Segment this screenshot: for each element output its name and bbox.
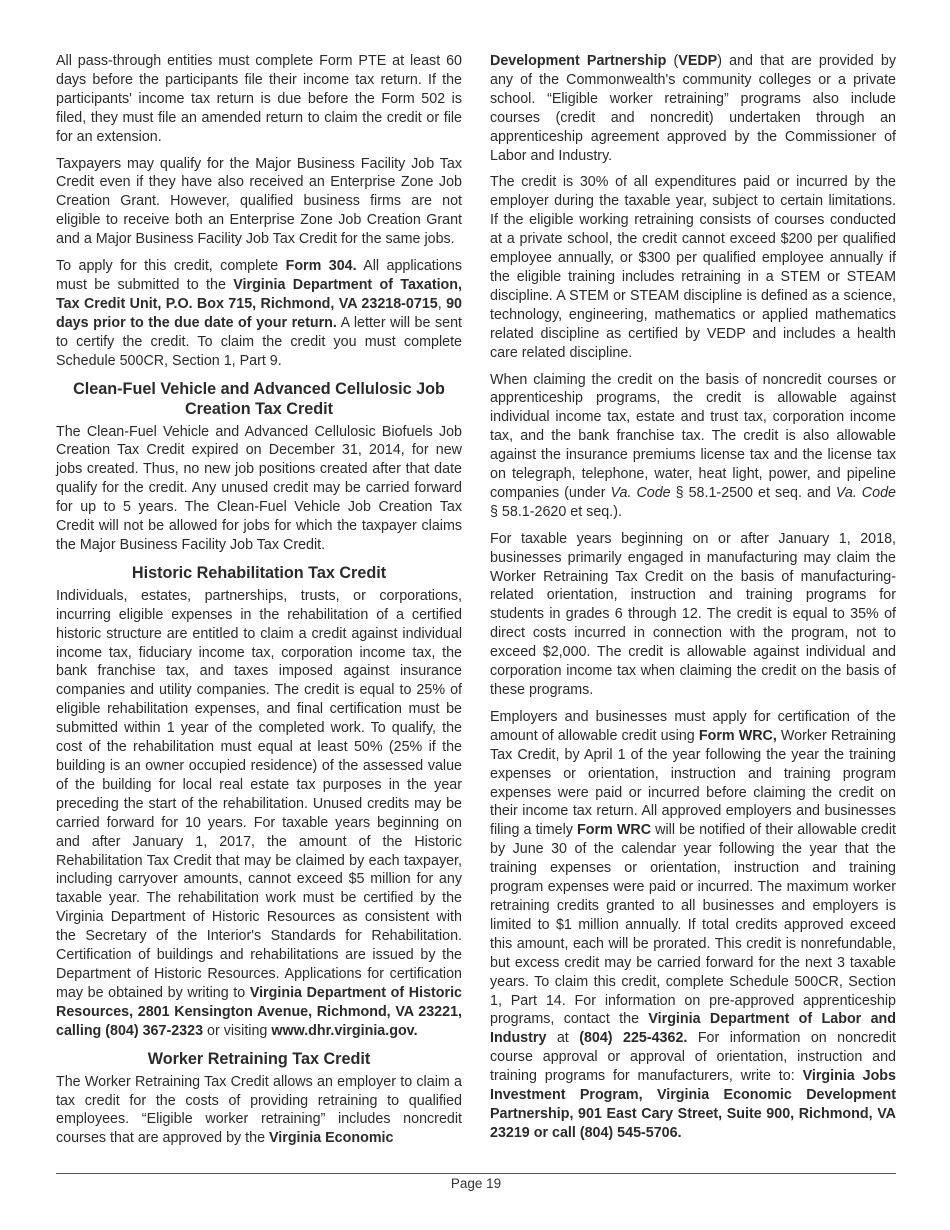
footer-rule: [56, 1173, 896, 1174]
worker-retraining-paragraph: The Worker Retraining Tax Credit allows an employer to claim a tax credit for the costs of providing retraining to qualified employees. “Eligible worker retraining” includes noncredit courses that are approved by the Virginia Economic: [56, 1073, 462, 1147]
noncredit-courses-paragraph: When claiming the credit on the basis of noncredit courses or apprenticeship programs, the credit is allowable against individual income tax, estate and trust tax, corporation income tax, and the bank franchise tax. The credit is also allowable against the insurance premiums license tax and the license tax on telegraph, telephone, water, heat light, power, and pipeline companies (under Va. Code § 58.1-2500 et seq. and Va. Code § 58.1-2620 et seq.).: [490, 371, 896, 520]
enterprise-zone-paragraph: Taxpayers may qualify for the Major Business Facility Job Tax Credit even if they have also received an Enterprise Zone Job Creation Grant. However, qualified business firms are not eligible to receive both an Enterprise Zone Job Creation Grant and a Major Business Facility Job Tax Credit for the same jobs.: [56, 155, 462, 248]
manufacturing-paragraph: For taxable years beginning on or after January 1, 2018, businesses primarily engaged in manufacturing may claim the Worker Retraining Tax Credit on the basis of manufacturing-related orientation, instruction and training programs for students in grades 6 through 12. The credit is equal to 35% of direct costs incurred in connection with the program, not to exceed $2,000. The credit is allowable against individual and corporation income tax when claiming the credit on the basis of these programs.: [490, 530, 896, 698]
clean-fuel-paragraph: The Clean-Fuel Vehicle and Advanced Cellulosic Biofuels Job Creation Tax Credit expired on December 31, 2014, for new jobs created. Thus, no new job positions created after that date qualify for the credit. Any unused credit may be carried forward for up to 5 years. The Clean-Fuel Vehicle Job Creation Tax Credit will not be allowed for jobs for which the taxpayer claims the Major Business Facility Job Tax Credit.: [56, 423, 462, 553]
historic-paragraph: Individuals, estates, partnerships, trusts, or corporations, incurring eligible expenses in the rehabilitation of a certified historic structure are entitled to claim a credit against individual income tax, fiduciary income tax, corporation income tax, the bank franchise tax, and taxes imposed against insurance companies and utility companies. The credit is equal to 25% of eligible rehabilitation expenses, and final certification must be submitted within 1 year of the completed work. To qualify, the cost of the rehabilitation must equal at least 50% (25% if the building is an owner occupied residence) of the assessed value of the building for local real estate tax purposes in the year preceding the start of the rehabilitation. Unused credits may be carried forward for 10 years. For taxable years beginning on and after January 1, 2017, the amount of the Historic Rehabilitation Tax Credit that may be claimed by each taxpayer, including carryover amounts, cannot exceed $5 million for any taxable year. The rehabilitation work must be certified by the Virginia Department of Historic Resources as consistent with the Secretary of the Interior's Standards for Rehabilitation. Certification of buildings and rehabilitations are issued by the Department of Historic Resources. Applications for certification may be obtained by writing to Virginia Department of Historic Resources, 2801 Kensington Avenue, Richmond, VA 23221, calling (804) 367-2323 or visiting www.dhr.virginia.gov.: [56, 587, 463, 1039]
pte-paragraph: All pass-through entities must complete Form PTE at least 60 days before the participants file their income tax return. If the participants' income tax return is due before the Form 502 is filed, they must file an amended return to claim the credit or file for an extension.: [56, 53, 462, 145]
page-number: Page 19: [450, 1176, 502, 1191]
credit-rate-paragraph: The credit is 30% of all expenditures paid or incurred by the employer during the taxable year, subject to certain limitations. If the eligible working retraining consists of courses conducted at a private school, the credit cannot exceed $200 per qualified employee annually, or $300 per qualified employee annually if the eligible training includes retraining in a STEM or STEAM discipline. A STEM or STEAM discipline is defined as a science, technology, engineering, mathematics or applied mathematics related discipline as certified by VEDP and includes a health care related discipline.: [490, 174, 896, 361]
certification-paragraph: Employers and businesses must apply for certification of the amount of allowable credit using Form WRC, Worker Retraining Tax Credit, by April 1 of the year following the year the training expenses or orientation, instruction and training program expenses were paid or incurred before claiming the credit on their income tax return. All approved employers and businesses filing a timely Form WRC will be notified of their allowable credit by June 30 of the calendar year following the year that the training expenses or orientation, instruction and training program expenses were paid or incurred. The maximum worker retraining credits granted to all businesses and employers is limited to $1 million annually. If total credits approved exceed this amount, each will be prorated. This credit is nonrefundable, but excess credit may be carried forward for the next 3 taxable years. To claim this credit, complete Schedule 500CR, Section 1, Part 14. For information on pre-approved apprenticeship programs, contact the Virginia Department of Labor and Industry at (804) 225-4362. For information on noncredit course approval or approval of orientation, instruction and training programs for manufacturers, write to: Virginia Jobs Investment Program, Virginia Economic Development Partnership, 901 East Cary Street, Suite 900, Richmond, VA 23219 or call (804) 545-5706.: [490, 708, 896, 1141]
vedp-paragraph: Development Partnership (VEDP) and that are provided by any of the Commonwealth's community colleges or a private school. “Eligible worker retraining” programs also include courses (credit and noncredit) undertaken through an apprenticeship agreement approved by the Commissioner of Labor and Industry.: [490, 53, 896, 164]
document-page: [56, 0, 896, 1230]
right-column: [490, 52, 896, 1151]
left-column: [56, 52, 462, 1156]
apply-paragraph: To apply for this credit, complete Form 304. All applications must be submitted to the Virginia Department of Taxation, Tax Credit Unit, P.O. Box 715, Richmond, VA 23218-0715, 90 days prior to the due date of your return. A letter will be sent to certify the credit. To claim the credit you must complete Schedule 500CR, Section 1, Part 9.: [56, 258, 463, 369]
clean-fuel-heading: Clean-Fuel Vehicle and Advanced Cellulosic Job Creation Tax Credit: [73, 379, 445, 418]
historic-heading: Historic Rehabilitation Tax Credit: [131, 563, 387, 582]
worker-retraining-heading: Worker Retraining Tax Credit: [147, 1049, 371, 1068]
